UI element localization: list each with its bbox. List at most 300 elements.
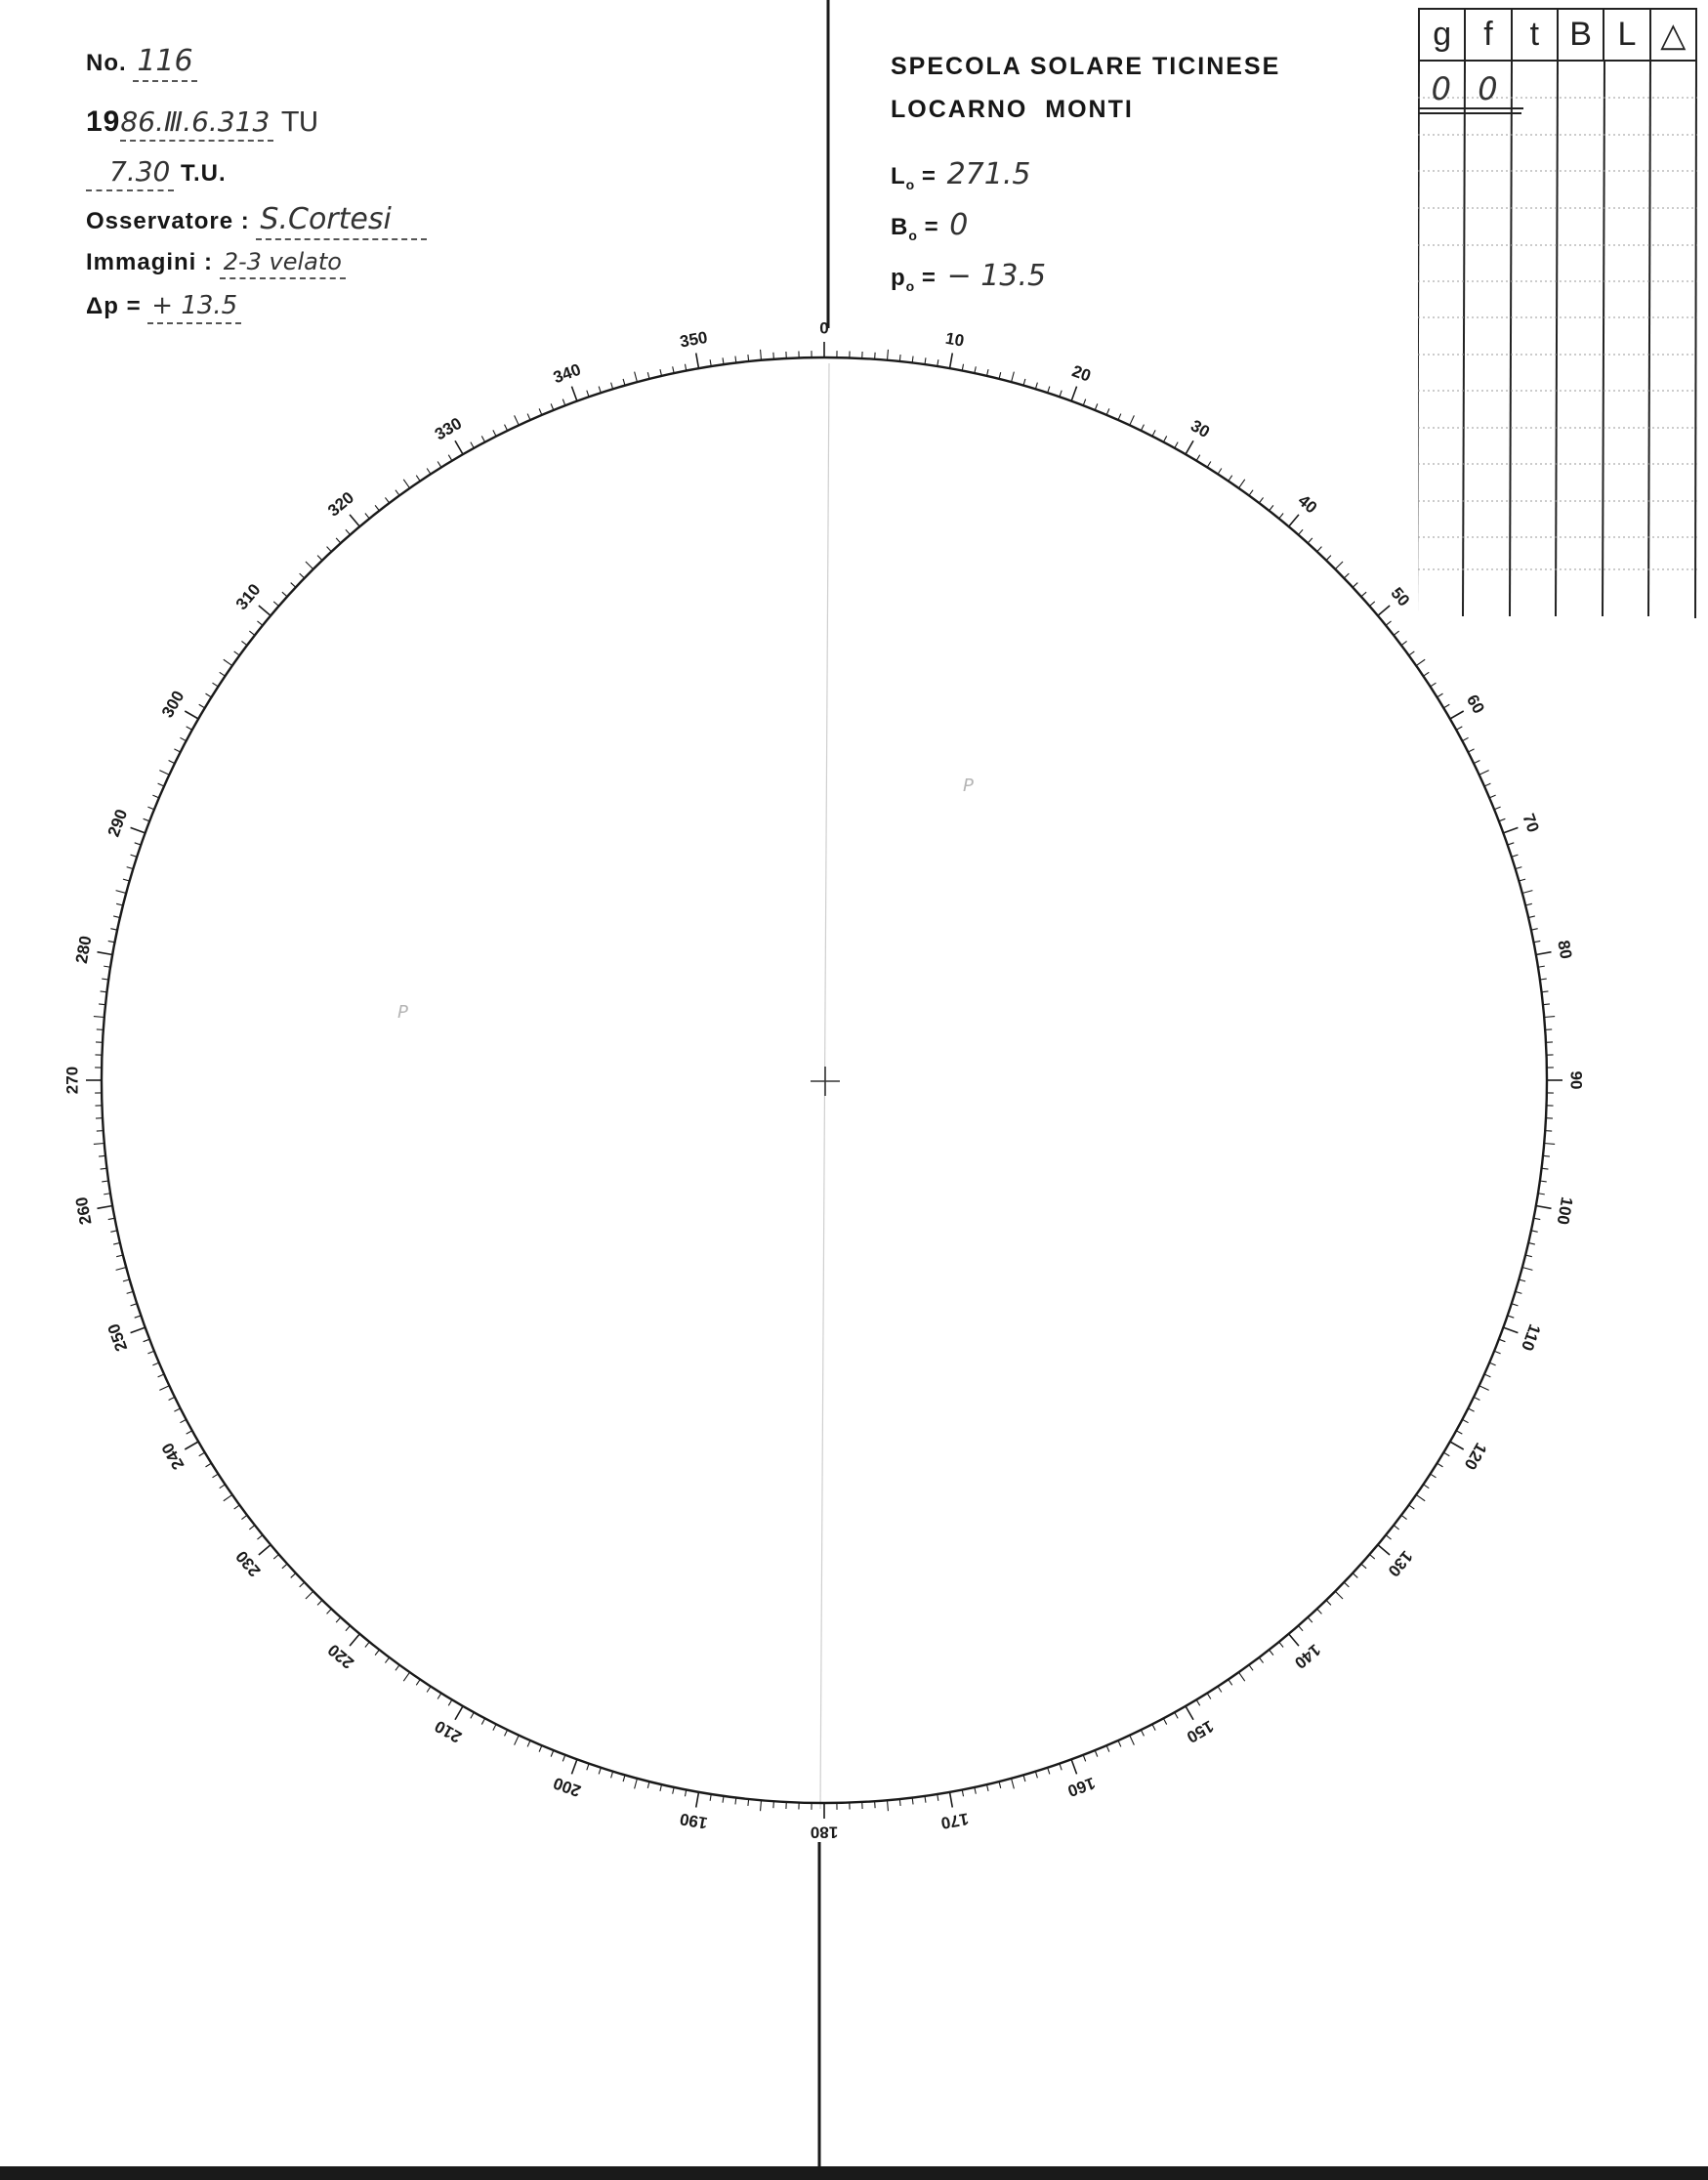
degree-label: 60 xyxy=(1462,692,1488,717)
degree-tick xyxy=(975,366,976,373)
degree-tick xyxy=(1060,1764,1062,1771)
degree-tick xyxy=(174,1408,180,1411)
degree-tick xyxy=(1270,1650,1273,1656)
degree-tick xyxy=(571,1759,576,1774)
degree-tick xyxy=(346,1625,351,1630)
degree-tick xyxy=(1499,818,1506,821)
degree-tick xyxy=(1218,469,1222,475)
degree-tick xyxy=(180,737,186,740)
degree-tick xyxy=(562,399,565,406)
degree-tick xyxy=(365,513,369,518)
degree-tick xyxy=(748,1799,749,1806)
degree-tick xyxy=(1060,391,1062,398)
degree-tick xyxy=(259,1545,271,1555)
degree-tick xyxy=(1474,1397,1479,1400)
degree-tick xyxy=(1130,1736,1135,1745)
p0-eq: = xyxy=(921,265,937,291)
degree-tick xyxy=(1163,1718,1166,1724)
degree-tick xyxy=(131,855,138,857)
degree-tick xyxy=(696,353,699,368)
degree-tick xyxy=(1484,1374,1490,1377)
degree-tick xyxy=(127,1291,134,1293)
degree-tick xyxy=(1499,1339,1506,1342)
degree-tick xyxy=(1289,515,1299,526)
degree-tick xyxy=(1317,1609,1322,1614)
degree-tick xyxy=(1519,1279,1525,1281)
degree-tick xyxy=(660,369,662,376)
degree-tick xyxy=(1443,1452,1449,1456)
degree-tick xyxy=(562,1755,565,1762)
degree-tick xyxy=(551,1750,554,1756)
degree-tick xyxy=(300,1582,305,1587)
degree-tick xyxy=(1106,1745,1109,1751)
degree-label: 210 xyxy=(431,1716,466,1747)
degree-tick xyxy=(159,771,169,776)
degree-tick xyxy=(220,672,226,676)
degree-tick xyxy=(571,387,576,401)
degree-tick xyxy=(1503,827,1518,832)
degree-tick xyxy=(1106,408,1109,414)
degree-tick xyxy=(539,408,542,414)
degree-tick xyxy=(1023,1775,1025,1782)
degree-tick xyxy=(97,1206,112,1209)
degree-tick xyxy=(635,1779,638,1789)
degree-tick xyxy=(1196,1699,1200,1705)
degree-label: 290 xyxy=(104,807,132,840)
degree-tick xyxy=(1071,387,1076,401)
degree-tick xyxy=(1386,621,1391,625)
degree-tick xyxy=(1344,1582,1349,1587)
degree-tick xyxy=(1479,1386,1489,1391)
degree-tick xyxy=(224,659,232,665)
degree-tick xyxy=(1012,1779,1015,1789)
images-value: 2-3 velato xyxy=(220,248,346,279)
degree-tick xyxy=(599,1768,601,1775)
degree-label: 90 xyxy=(1566,1070,1586,1090)
degree-tick xyxy=(1335,562,1343,569)
value-f: 0 xyxy=(1478,70,1498,107)
degree-tick xyxy=(1335,1591,1343,1599)
degree-tick xyxy=(481,1718,484,1724)
degree-tick xyxy=(135,1316,142,1318)
degree-tick xyxy=(317,556,322,561)
degree-label: 30 xyxy=(1187,416,1213,442)
degree-tick xyxy=(220,1485,226,1488)
degree-tick xyxy=(1083,399,1086,406)
degree-tick xyxy=(123,1279,130,1281)
pencil-mark: P xyxy=(963,776,974,796)
degree-tick xyxy=(1423,672,1429,676)
degree-tick xyxy=(94,1144,104,1145)
delta-p-label: Δp = xyxy=(86,293,142,319)
degree-tick xyxy=(505,425,508,431)
degree-label: 180 xyxy=(810,1823,839,1842)
degree-tick xyxy=(1361,592,1366,597)
degree-label: 50 xyxy=(1387,583,1414,610)
degree-label: 170 xyxy=(939,1809,971,1833)
degree-tick xyxy=(257,621,262,625)
degree-tick xyxy=(110,929,117,930)
degree-tick xyxy=(147,807,153,810)
degree-tick xyxy=(180,1419,186,1422)
degree-tick xyxy=(761,1800,762,1811)
degree-tick xyxy=(455,440,463,454)
degree-tick xyxy=(623,379,625,386)
degree-tick xyxy=(1369,1554,1374,1559)
degree-tick xyxy=(1543,1155,1550,1156)
degree-tick xyxy=(986,369,988,376)
degree-tick xyxy=(427,469,431,475)
degree-tick xyxy=(1175,1712,1178,1718)
degree-tick xyxy=(1468,1408,1474,1411)
degree-label: 230 xyxy=(231,1546,265,1580)
degree-label: 80 xyxy=(1554,939,1576,961)
degree-tick xyxy=(1207,462,1211,468)
table-header-t: t xyxy=(1513,10,1559,60)
degree-label: 300 xyxy=(157,687,188,722)
degree-tick xyxy=(1326,1600,1331,1605)
degree-tick xyxy=(1468,749,1474,752)
degree-tick xyxy=(599,387,601,394)
date-suffix: TU xyxy=(281,105,319,138)
degree-tick xyxy=(234,1505,240,1509)
degree-tick xyxy=(527,414,530,420)
degree-tick xyxy=(673,366,674,373)
degree-tick xyxy=(113,916,120,918)
degree-tick xyxy=(1048,1768,1050,1775)
degree-tick xyxy=(1431,683,1437,687)
observatory-name: SPECOLA SOLARE TICINESE xyxy=(891,53,1281,80)
degree-tick xyxy=(1508,1316,1515,1318)
degree-tick xyxy=(1437,1463,1443,1467)
degree-tick xyxy=(1479,771,1489,776)
degree-tick xyxy=(1394,1526,1399,1530)
degree-tick xyxy=(187,1431,192,1434)
degree-tick xyxy=(350,515,359,526)
degree-tick xyxy=(1196,455,1200,461)
value-g: 0 xyxy=(1431,70,1451,107)
degree-tick xyxy=(1528,916,1535,918)
degree-tick xyxy=(899,355,900,361)
degree-tick xyxy=(116,1268,127,1271)
degree-tick xyxy=(158,783,164,786)
table-header-f: f xyxy=(1466,10,1512,60)
degree-tick xyxy=(110,1231,117,1232)
degree-tick xyxy=(273,1554,278,1559)
table-header-triangle-icon: △ xyxy=(1660,16,1687,54)
degree-tick xyxy=(291,583,296,588)
degree-tick xyxy=(1450,1442,1464,1449)
degree-tick xyxy=(1474,761,1479,764)
degree-tick xyxy=(1519,879,1525,881)
degree-label: 280 xyxy=(71,934,96,965)
degree-tick xyxy=(1544,1144,1555,1145)
degree-tick xyxy=(185,711,198,719)
degree-tick xyxy=(152,795,158,798)
degree-tick xyxy=(213,683,219,687)
degree-tick xyxy=(213,1474,219,1478)
degree-tick xyxy=(416,476,420,482)
pencil-mark: P xyxy=(397,1002,408,1023)
degree-tick xyxy=(1544,1017,1555,1018)
degree-tick xyxy=(108,1218,115,1219)
degree-tick xyxy=(888,1800,889,1811)
degree-tick xyxy=(224,1494,232,1500)
observer-value: S.Cortesi xyxy=(256,202,426,240)
degree-tick xyxy=(403,480,409,488)
degree-tick xyxy=(551,403,554,409)
degree-tick xyxy=(455,1706,463,1720)
degree-tick xyxy=(416,1679,420,1685)
degree-tick xyxy=(385,497,389,503)
degree-tick xyxy=(257,1535,262,1539)
degree-tick xyxy=(206,693,212,697)
scan-bottom-edge xyxy=(0,2166,1708,2180)
degree-tick xyxy=(611,383,613,390)
degree-tick xyxy=(1175,442,1178,448)
degree-tick xyxy=(108,941,115,942)
degree-tick xyxy=(448,1699,452,1705)
degree-tick xyxy=(1489,1362,1495,1365)
degree-tick xyxy=(1012,372,1015,383)
degree-label: 120 xyxy=(1460,1439,1491,1474)
degree-label: 310 xyxy=(231,580,265,614)
degree-tick xyxy=(660,1784,662,1791)
degree-tick xyxy=(169,761,175,764)
degree-tick xyxy=(1071,1759,1076,1774)
degree-tick xyxy=(1409,1505,1415,1509)
degree-label: 240 xyxy=(157,1439,188,1474)
degree-tick xyxy=(396,490,399,496)
degree-tick xyxy=(1317,547,1322,552)
degree-tick xyxy=(1238,1672,1244,1681)
degree-tick xyxy=(611,1772,613,1779)
degree-tick xyxy=(515,415,520,425)
degree-tick xyxy=(282,1564,287,1569)
degree-tick xyxy=(1035,383,1037,390)
degree-tick xyxy=(199,704,205,708)
degree-tick xyxy=(1528,1242,1535,1244)
degree-tick xyxy=(1508,843,1515,845)
degree-tick xyxy=(282,592,287,597)
delta-p-value: + 13.5 xyxy=(147,291,241,324)
degree-tick xyxy=(1118,414,1121,420)
degree-tick xyxy=(306,562,313,569)
degree-tick xyxy=(481,436,484,441)
degree-tick xyxy=(448,455,452,461)
degree-tick xyxy=(1516,867,1522,869)
degree-tick xyxy=(1298,1625,1303,1630)
degree-tick xyxy=(327,1609,332,1614)
L0-eq: = xyxy=(921,163,937,189)
degree-label: 70 xyxy=(1519,811,1543,835)
degree-tick xyxy=(888,350,889,360)
degree-tick xyxy=(1522,1268,1533,1271)
degree-tick xyxy=(1456,1431,1462,1434)
date-year-prefix: 19 xyxy=(86,105,121,138)
L0-sub: o xyxy=(905,177,916,192)
disk-center-cross xyxy=(811,1067,840,1096)
degree-tick xyxy=(1443,704,1449,708)
degree-tick xyxy=(144,818,150,821)
degree-tick xyxy=(1186,440,1193,454)
degree-tick xyxy=(336,1617,341,1622)
degree-tick xyxy=(1035,1772,1037,1779)
degree-tick xyxy=(234,651,240,655)
degree-tick xyxy=(899,1799,900,1806)
degree-label: 330 xyxy=(431,413,466,444)
degree-tick xyxy=(1533,941,1540,942)
date-value: 86.Ⅲ.6.313 xyxy=(120,105,273,142)
B0-label: B xyxy=(891,214,909,240)
degree-tick xyxy=(1095,1750,1098,1756)
degree-tick xyxy=(365,1642,369,1647)
degree-tick xyxy=(1431,1474,1437,1478)
degree-tick xyxy=(1249,1665,1253,1671)
degree-tick xyxy=(1229,476,1232,482)
degree-tick xyxy=(273,602,278,607)
degree-tick xyxy=(159,1386,169,1391)
degree-tick xyxy=(1386,1535,1391,1539)
degree-tick xyxy=(1130,415,1135,425)
degree-label: 260 xyxy=(71,1195,96,1227)
degree-tick xyxy=(350,1634,359,1646)
degree-tick xyxy=(1308,538,1312,543)
degree-tick xyxy=(1543,1004,1550,1005)
degree-tick xyxy=(375,505,379,511)
degree-tick xyxy=(1152,430,1155,436)
degree-tick xyxy=(1369,602,1374,607)
degree-tick xyxy=(1326,556,1331,561)
degree-label: 320 xyxy=(324,487,358,521)
degree-tick xyxy=(1270,505,1273,511)
degree-tick xyxy=(1249,490,1253,496)
degree-label: 160 xyxy=(1064,1773,1098,1801)
degree-tick xyxy=(437,1694,441,1699)
degree-tick xyxy=(1141,1730,1144,1736)
degree-tick xyxy=(1450,711,1464,719)
number-label: No. xyxy=(86,50,127,76)
degree-tick xyxy=(1279,1642,1283,1647)
degree-tick xyxy=(1048,387,1050,394)
degree-tick xyxy=(131,1304,138,1306)
degree-tick xyxy=(748,355,749,361)
degree-tick xyxy=(505,1730,508,1736)
degree-tick xyxy=(1456,727,1462,730)
degree-tick xyxy=(1462,1419,1468,1422)
degree-label: 20 xyxy=(1069,361,1094,386)
degree-tick xyxy=(1536,952,1552,955)
degree-tick xyxy=(1401,1515,1407,1519)
degree-tick xyxy=(241,1515,247,1519)
degree-tick xyxy=(962,1789,963,1796)
degree-tick xyxy=(206,1463,212,1467)
time-suffix: T.U. xyxy=(181,160,227,187)
degree-label: 10 xyxy=(943,328,966,351)
degree-tick xyxy=(187,727,192,730)
degree-tick xyxy=(249,631,255,635)
degree-tick xyxy=(493,430,496,436)
degree-tick xyxy=(1494,807,1500,810)
degree-tick xyxy=(97,952,112,955)
degree-label: 350 xyxy=(678,327,709,352)
p0-value: − 13.5 xyxy=(946,259,1047,293)
degree-label: 190 xyxy=(678,1809,709,1833)
degree-tick xyxy=(1207,1694,1211,1699)
degree-tick xyxy=(1394,631,1399,635)
degree-tick xyxy=(1423,1485,1429,1488)
degree-label: 130 xyxy=(1384,1546,1417,1580)
p0-label: p xyxy=(891,265,906,291)
degree-tick xyxy=(174,749,180,752)
degree-tick xyxy=(1503,1327,1518,1332)
degree-tick xyxy=(1409,651,1415,655)
degree-tick xyxy=(1536,1206,1552,1209)
degree-tick xyxy=(99,1155,105,1156)
degree-tick xyxy=(950,353,953,368)
degree-tick xyxy=(1489,795,1495,798)
degree-tick xyxy=(1141,425,1144,431)
degree-tick xyxy=(336,538,341,543)
degree-tick xyxy=(493,1724,496,1730)
degree-tick xyxy=(1083,1755,1086,1762)
table-header-B: B xyxy=(1559,10,1604,60)
degree-label: 40 xyxy=(1294,490,1321,518)
degree-tick xyxy=(131,1327,146,1332)
degree-tick xyxy=(403,1672,409,1681)
degree-tick xyxy=(427,1687,431,1693)
degree-tick xyxy=(375,1650,379,1656)
degree-tick xyxy=(1152,1724,1155,1730)
degree-tick xyxy=(1437,693,1443,697)
degree-tick xyxy=(385,1657,389,1663)
p0-sub: o xyxy=(905,278,916,294)
degree-tick xyxy=(1218,1687,1222,1693)
degree-tick xyxy=(1361,1564,1366,1569)
degree-tick xyxy=(1416,659,1425,665)
degree-tick xyxy=(1259,497,1263,503)
degree-tick xyxy=(950,1792,953,1808)
degree-tick xyxy=(1484,783,1490,786)
table-header-L: L xyxy=(1604,10,1650,60)
degree-tick xyxy=(437,462,441,468)
degree-tick xyxy=(1401,641,1407,645)
degree-label: 270 xyxy=(62,1066,82,1095)
degree-tick xyxy=(623,1775,625,1782)
degree-tick xyxy=(1279,513,1283,518)
degree-tick xyxy=(1531,929,1538,930)
degree-tick xyxy=(761,350,762,360)
degree-tick xyxy=(1516,1291,1522,1293)
degree-label: 200 xyxy=(551,1773,584,1801)
degree-tick xyxy=(685,1789,686,1796)
degree-tick xyxy=(673,1787,674,1794)
degree-tick xyxy=(327,547,332,552)
degree-tick xyxy=(396,1665,399,1671)
degree-tick xyxy=(317,1600,322,1605)
degree-tick xyxy=(1512,1304,1519,1306)
degree-tick xyxy=(685,364,686,371)
degree-tick xyxy=(152,1362,158,1365)
degree-tick xyxy=(346,529,351,534)
degree-tick xyxy=(1512,855,1519,857)
degree-label: 150 xyxy=(1183,1716,1218,1747)
degree-tick xyxy=(696,1792,699,1808)
degree-tick xyxy=(962,364,963,371)
degree-tick xyxy=(1344,573,1349,578)
degree-tick xyxy=(259,606,271,615)
degree-tick xyxy=(1186,1706,1193,1720)
